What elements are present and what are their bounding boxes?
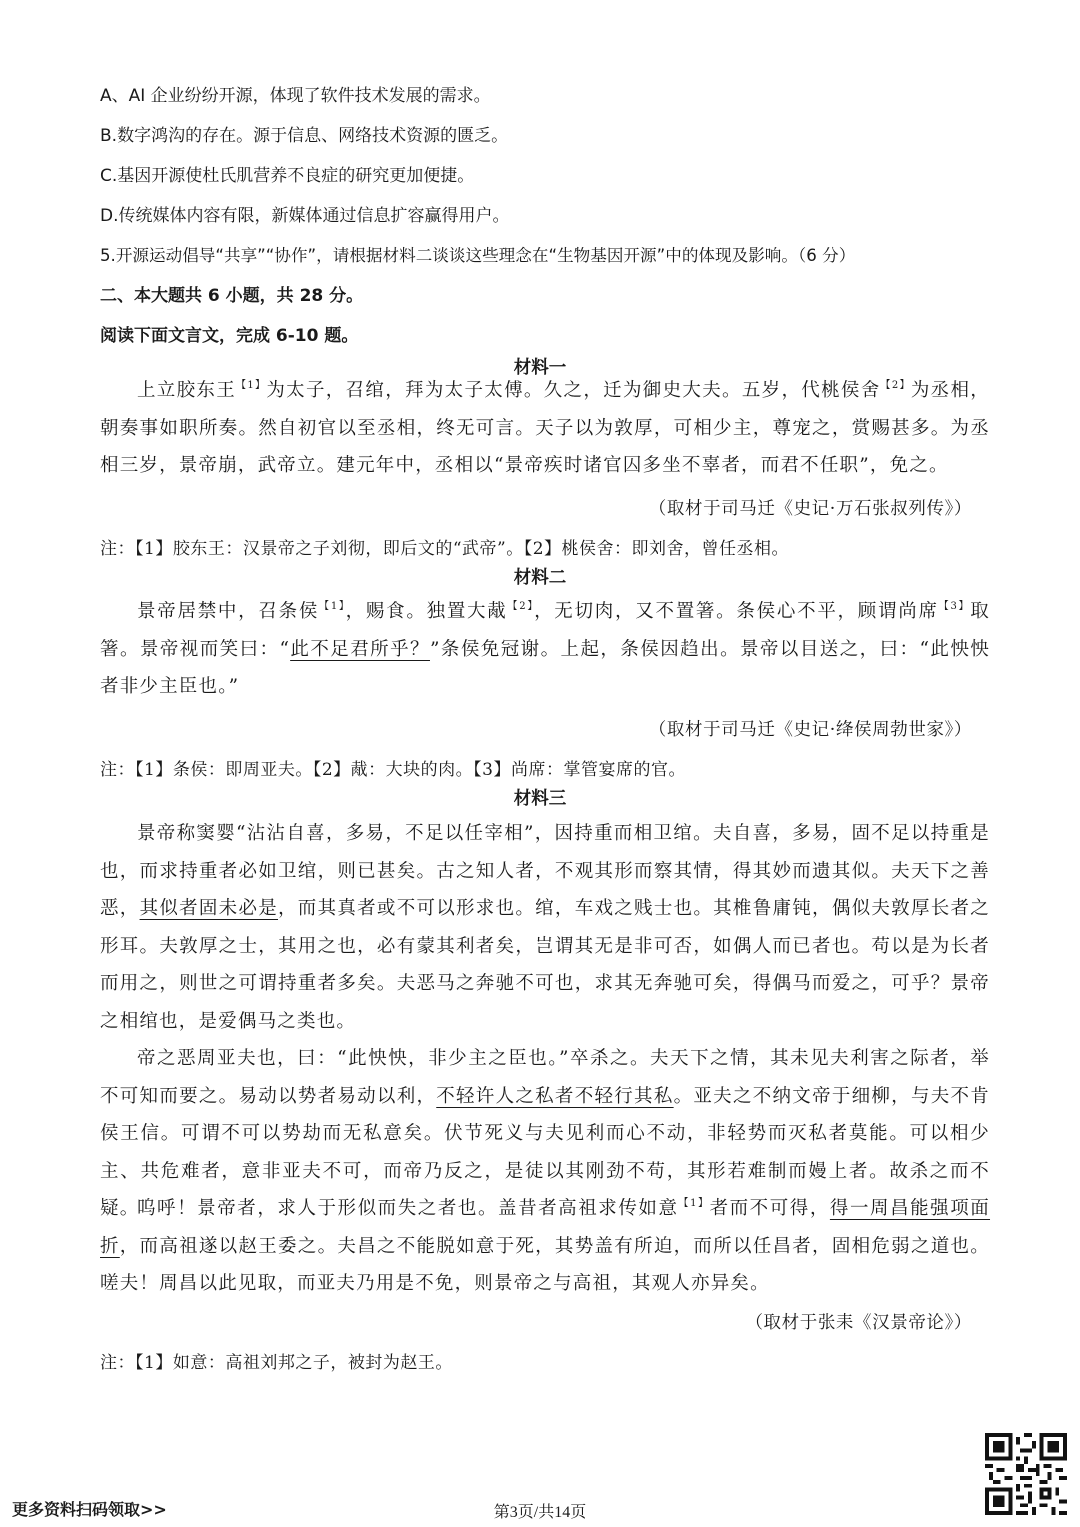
footnote-mark: 【2】 [507, 601, 535, 612]
material-1-title: 材料一 [513, 358, 567, 378]
underlined-sentence: 此不足君所乎？ [290, 638, 430, 660]
material-3-para-3: 呜呼！景帝者，求人于形似而失之者也。盖昔者高祖求传如意$^{【1】}$者而不可得，得一周昌能强项面折，而高祖遂以赵王委之。夫昌之不能脱如意于死，其势盖有所迫，而所以任昌者，固相危弱之道也。嗟夫！周昌以此见取，而亚夫乃用是不免，则景帝之与高祖，其观人亦异矣。 [100, 1198, 991, 1294]
material-3-para-1: 景帝称窦婴“沾沾自喜，多易，不足以任宰相”，因持重而相卫绾。夫自喜，多易，固不足以持重是也，而求持重者必如卫绾，则已甚矣。古之知人者，不观其形而察其情，得其妙而遗其似。夫天下之善恶，其似者固未必是，而其真者或不可以形求也。绾，车戏之贱士也。其椎鲁庸钝，偶似夫敦厚长者之形耳。夫敦厚之士，其用之也，必有蒙其利者矣，岂谓其无是非可否，如偶人而已者也。苟以是为长者而用之，则世之可谓持重者多矣。夫恶马之奔驰不可也，求其无奔驰可矣，得偶马而爱之，可乎？景帝之相绾也，是爱偶马之类也。 [100, 823, 990, 1032]
material-2-source: （取材于司马迁《史记·绛侯周勃世家》） [648, 720, 972, 740]
option-d: D.传统媒体内容有限，新媒体通过信息扩容赢得用户。 [100, 206, 510, 226]
footnote-mark: 【3】 [938, 601, 971, 612]
reading-instruction: 阅读下面文言文，完成 6-10 题。 [100, 326, 359, 346]
material-2-note: 注：【1】条侯：即周亚夫。【2】胾：大块的肉。【3】尚席：掌管宴席的官。 [100, 760, 686, 780]
underlined-sentence: 其似者固未必是 [139, 898, 279, 919]
material-1-note: 注：【1】胶东王：汉景帝之子刘彻，即后文的“武帝”。【2】桃侯舍：即刘舍，曾任丞相。 [100, 539, 790, 559]
material-2-text: 景帝居禁中，召条侯$^{【1】}$，赐食。独置大胾$^{【2】}$，无切肉，又不置箸。条侯心不平，顾谓尚席$^{【3】}$取箸。景帝视而笑曰：“此不足君所乎？”条侯免冠谢。上起，条侯因趋出。景帝以目送之，曰：“此怏怏者非少主臣也。” [100, 601, 990, 697]
more-resources-link[interactable]: 更多资料扫码领取>> [12, 1500, 167, 1519]
footnote-mark: 【1】 [678, 1198, 710, 1209]
footnote-mark: 【2】 [880, 380, 911, 391]
option-a: A、AI 企业纷纷开源，体现了软件技术发展的需求。 [100, 86, 491, 106]
underlined-sentence: 得一周昌能强项面折 [100, 1198, 991, 1257]
footnote-mark: 【1】 [319, 601, 346, 612]
option-c: C.基因开源使杜氏肌营养不良症的研究更加便捷。 [100, 166, 475, 186]
material-3-title: 材料三 [513, 789, 567, 809]
qr-code-icon[interactable] [985, 1433, 1067, 1515]
material-3-source: （取材于张耒《汉景帝论》） [745, 1313, 972, 1333]
material-1-source: （取材于司马迁《史记·万石张叔列传》） [648, 499, 972, 519]
material-3-para-2: 帝之恶周亚夫也，曰：“此怏怏，非少主之臣也。”卒杀之。夫天下之情，其未见夫利害之际者，举不可知而要之。易动以势者易动以利，不轻许人之私者不轻行其私。亚夫之不纳文帝于细柳，与夫不肯侯王信。可谓不可以势劫而无私意矣。伏节死义与夫见利而心不动，非轻势而灭私者莫能。可以相少主、共危难者，意非亚夫不可，而帝乃反之，是徒以其刚劲不苟，其形若难制而嫚上者。故杀之而不疑。 [100, 1048, 990, 1219]
footnote-mark: 【1】 [236, 380, 267, 391]
option-b: B.数字鸿沟的存在。源于信息、网络技术资源的匮乏。 [100, 126, 509, 146]
question-5: 5.开源运动倡导“共享”“协作”，请根据材料二谈谈这些理念在“生物基因开源”中的体现及影响。（6 分） [100, 246, 856, 265]
underlined-sentence: 不轻许人之私者不轻行其私 [436, 1085, 674, 1107]
section-heading: 二、本大题共 6 小题，共 28 分。 [100, 286, 364, 306]
page-number: 第3页/共14页 [493, 1504, 587, 1521]
material-2-title: 材料二 [513, 568, 567, 588]
material-1-text: 上立胶东王$^{【1】}$为太子，召绾，拜为太子太傅。久之，迁为御史大夫。五岁，代桃侯舍$^{【2】}$为丞相，朝奏事如职所奏。然自初官以至丞相，终无可言。天子以为敦厚，可相少主，尊宠之，赏赐甚多。为丞相三岁，景帝崩，武帝立。建元年中，丞相以“景帝疾时诸官囚多坐不辜者，而君不任职”，免之。 [100, 380, 990, 476]
material-3-note: 注：【1】如意：高祖刘邦之子，被封为赵王。 [100, 1353, 453, 1373]
